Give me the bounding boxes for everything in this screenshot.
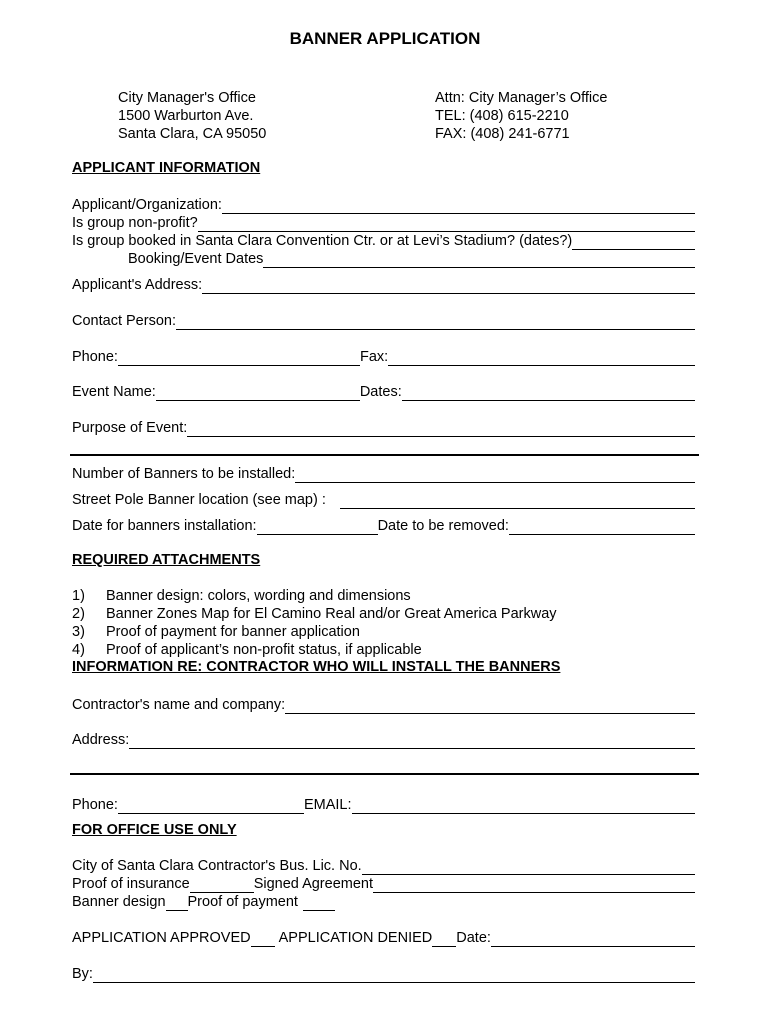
event-name-label: Event Name: xyxy=(72,384,156,400)
banner-design-label: Banner design xyxy=(72,894,166,910)
contractor-heading: INFORMATION RE: CONTRACTOR WHO WILL INSTALL THE BANNERS xyxy=(72,659,561,675)
attachment-text: Banner design: colors, wording and dimensions xyxy=(106,588,411,604)
event-row xyxy=(72,383,695,401)
attachment-number: 4) xyxy=(72,642,85,658)
contractor-phone-field[interactable] xyxy=(118,799,304,814)
banner-location-row xyxy=(72,491,695,509)
approved-field[interactable] xyxy=(251,932,275,947)
insurance-row xyxy=(72,875,695,893)
remove-date-label: Date to be removed: xyxy=(377,518,509,534)
attachment-text: Proof of payment for banner application xyxy=(106,624,360,640)
contact-field[interactable] xyxy=(176,315,695,330)
attachment-text: Banner Zones Map for El Camino Real and/or Great America Parkway xyxy=(106,606,557,622)
attachment-item xyxy=(72,605,557,623)
attachment-number: 2) xyxy=(72,606,85,622)
event-dates-label: Dates: xyxy=(359,384,402,400)
fax-field[interactable] xyxy=(388,351,695,366)
attachment-item xyxy=(72,641,422,659)
address-line: FAX: (408) 241-6771 xyxy=(435,126,570,142)
attachment-number: 1) xyxy=(72,588,85,604)
nonprofit-field[interactable] xyxy=(198,217,695,232)
organization-row xyxy=(72,196,695,214)
attachment-number: 3) xyxy=(72,624,85,640)
contact-label: Contact Person: xyxy=(72,313,176,329)
office-address-right xyxy=(435,89,607,143)
contractor-email-field[interactable] xyxy=(352,799,695,814)
event-name-field[interactable] xyxy=(156,386,360,401)
booked-field[interactable] xyxy=(572,235,695,250)
banner-design-field[interactable] xyxy=(166,896,188,911)
signed-agreement-label: Signed Agreement xyxy=(253,876,373,892)
address-line: TEL: (408) 615-2210 xyxy=(435,108,569,124)
booking-dates-field[interactable] xyxy=(263,253,695,268)
applicant-info-heading: APPLICANT INFORMATION xyxy=(72,160,261,176)
fax-label: Fax: xyxy=(359,349,389,365)
contractor-address-label: Address: xyxy=(72,732,130,748)
banner-location-field[interactable] xyxy=(340,494,695,509)
page-title: BANNER APPLICATION xyxy=(289,29,481,48)
applicant-address-label: Applicant's Address: xyxy=(72,277,203,293)
booked-row xyxy=(72,232,695,250)
purpose-row xyxy=(72,419,695,437)
office-address-left xyxy=(118,89,266,143)
contractor-name-label: Contractor's name and company: xyxy=(72,697,286,713)
attachment-item xyxy=(72,623,360,641)
approval-row xyxy=(72,929,695,947)
insurance-label: Proof of insurance xyxy=(72,876,190,892)
organization-field[interactable] xyxy=(222,199,695,214)
applicant-address-field[interactable] xyxy=(202,279,695,294)
license-field[interactable] xyxy=(362,860,695,875)
banner-count-row xyxy=(72,465,695,483)
signed-agreement-field[interactable] xyxy=(373,878,695,893)
attachments-heading: REQUIRED ATTACHMENTS xyxy=(72,552,261,568)
organization-label: Applicant/Organization: xyxy=(72,197,222,213)
contractor-contact-row xyxy=(72,796,695,814)
by-row xyxy=(72,965,695,983)
banner-dates-row xyxy=(72,517,695,535)
section-divider xyxy=(70,773,699,775)
approval-date-field[interactable] xyxy=(491,932,695,947)
attachment-item xyxy=(72,587,411,605)
booking-dates-label: Booking/Event Dates xyxy=(128,251,264,267)
attachment-text: Proof of applicant’s non-profit status, if applicable xyxy=(106,642,422,658)
insurance-field[interactable] xyxy=(190,878,254,893)
license-row xyxy=(72,857,695,875)
contractor-name-field[interactable] xyxy=(285,699,695,714)
banner-count-label: Number of Banners to be installed: xyxy=(72,466,296,482)
applicant-address-row xyxy=(72,276,695,294)
design-payment-row xyxy=(72,893,695,911)
by-field[interactable] xyxy=(93,968,695,983)
contact-row xyxy=(72,312,695,330)
denied-field[interactable] xyxy=(432,932,456,947)
contractor-name-row xyxy=(72,696,695,714)
proof-payment-label: Proof of payment xyxy=(187,894,298,910)
remove-date-field[interactable] xyxy=(509,520,695,535)
banner-location-label: Street Pole Banner location (see map) : xyxy=(72,492,326,508)
license-label: City of Santa Clara Contractor's Bus. Lic. No. xyxy=(72,858,362,874)
section-divider xyxy=(70,454,699,456)
nonprofit-row xyxy=(72,214,695,232)
denied-label: APPLICATION DENIED xyxy=(278,930,433,946)
install-date-label: Date for banners installation: xyxy=(72,518,257,534)
contractor-address-field[interactable] xyxy=(129,734,695,749)
address-line: Santa Clara, CA 95050 xyxy=(118,126,267,142)
event-dates-field[interactable] xyxy=(402,386,695,401)
address-line: 1500 Warburton Ave. xyxy=(118,108,254,124)
proof-payment-field[interactable] xyxy=(303,896,335,911)
phone-label: Phone: xyxy=(72,349,118,365)
approved-label: APPLICATION APPROVED xyxy=(72,930,251,946)
address-line: City Manager's Office xyxy=(118,90,256,106)
phone-fax-row xyxy=(72,348,695,366)
nonprofit-label: Is group non-profit? xyxy=(72,215,198,231)
banner-count-field[interactable] xyxy=(295,468,695,483)
contractor-address-row xyxy=(72,731,695,749)
purpose-label: Purpose of Event: xyxy=(72,420,188,436)
contractor-phone-label: Phone: xyxy=(72,797,118,813)
phone-field[interactable] xyxy=(118,351,360,366)
contractor-email-label: EMAIL: xyxy=(303,797,352,813)
booked-label: Is group booked in Santa Clara Convention Ctr. or at Levi’s Stadium? (dates?) xyxy=(72,233,573,249)
booking-dates-row xyxy=(128,250,695,268)
address-line: Attn: City Manager’s Office xyxy=(435,90,608,106)
purpose-field[interactable] xyxy=(187,422,695,437)
approval-date-label: Date: xyxy=(456,930,491,946)
by-label: By: xyxy=(72,966,93,982)
office-use-heading: FOR OFFICE USE ONLY xyxy=(72,822,237,838)
install-date-field[interactable] xyxy=(257,520,378,535)
